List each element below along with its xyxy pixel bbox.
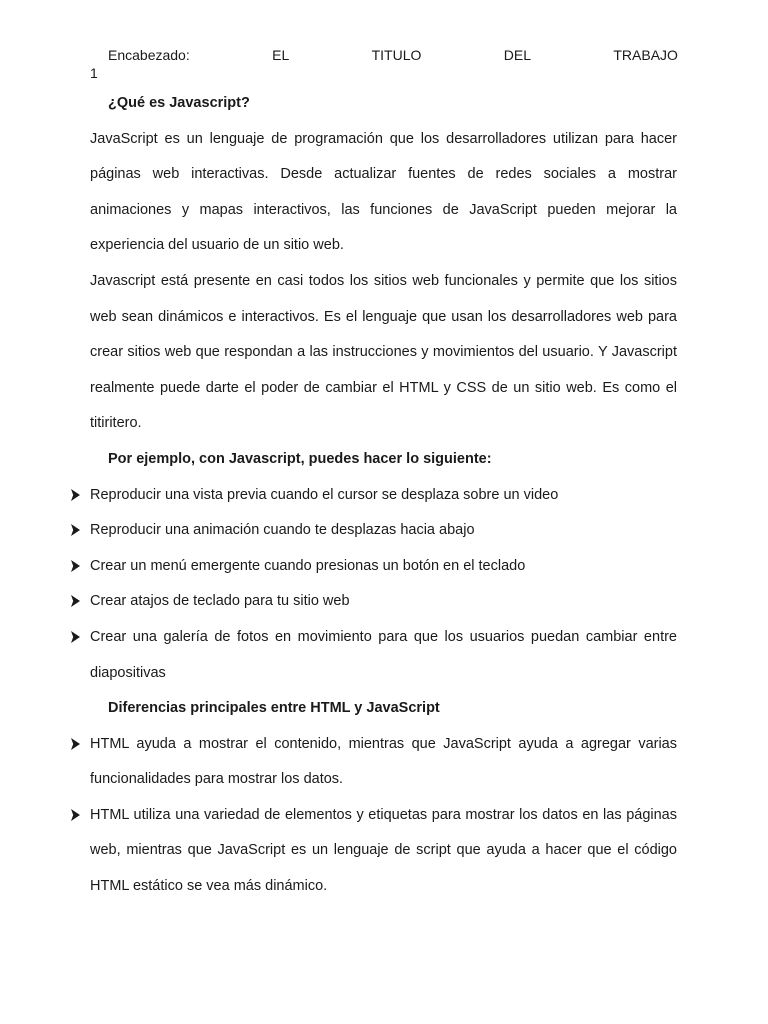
differences-list — [90, 727, 677, 905]
header-word: EL — [272, 47, 290, 63]
list-item — [90, 549, 677, 585]
arrow-bullet-icon — [70, 489, 80, 501]
list-item-text: Reproducir una animación cuando te desplazas hacia abajo — [90, 522, 475, 539]
section-heading-what-is: ¿Qué es Javascript? — [108, 95, 250, 111]
section-heading-differences: Diferencias principales entre HTML y JavaScript — [108, 700, 440, 717]
arrow-bullet-icon — [70, 560, 80, 572]
list-item — [90, 478, 677, 514]
arrow-bullet-icon — [70, 738, 80, 750]
header-word: TITULO — [371, 47, 422, 63]
list-item — [90, 798, 677, 905]
arrow-bullet-icon — [70, 595, 80, 607]
list-item — [90, 584, 677, 620]
header-word: TRABAJO — [613, 47, 678, 63]
list-item — [90, 727, 677, 798]
section-heading-examples: Por ejemplo, con Javascript, puedes hacer lo siguiente: — [108, 450, 492, 467]
header-word: DEL — [503, 47, 531, 63]
list-item-text: HTML utiliza una variedad de elementos y etiquetas para mostrar los datos en las páginas web, mientras que JavaScript es un lenguaje de script que ayuda a hacer que el código HTML estático se vea más dinámico. — [90, 806, 677, 895]
paragraph: Javascript está presente en casi todos los sitios web funcionales y permite que los sitios web sean dinámicos e interactivos. Es el lenguaje que usan los desarrolladores web para crear sitios web que respondan a las instrucciones y movimientos del usuario. Y Javascript realmente puede darte el poder de cambiar el HTML y CSS de un sitio web. Es como el titiritero. — [90, 272, 677, 432]
list-item-text: HTML ayuda a mostrar el contenido, mientras que JavaScript ayuda a agregar varias funcionalidades para mostrar los datos. — [90, 735, 677, 788]
arrow-bullet-icon — [70, 524, 80, 536]
paragraph: JavaScript es un lenguaje de programación que los desarrolladores utilizan para hacer páginas web interactivas. Desde actualizar fuentes de redes sociales a mostrar animaciones y mapas interactivos, las funciones de JavaScript pueden mejorar la experiencia del usuario de un sitio web. — [90, 130, 677, 254]
list-item — [90, 513, 677, 549]
document-body — [90, 86, 677, 905]
list-item — [90, 620, 677, 691]
list-item-text: Crear una galería de fotos en movimiento para que los usuarios puedan cambiar entre diapositivas — [90, 628, 677, 681]
examples-list — [90, 478, 677, 692]
list-item-text: Crear un menú emergente cuando presionas un botón en el teclado — [90, 557, 526, 574]
list-item-text: Reproducir una vista previa cuando el cursor se desplaza sobre un video — [90, 486, 559, 503]
running-header — [108, 46, 678, 64]
arrow-bullet-icon — [70, 631, 80, 643]
list-item-text: Crear atajos de teclado para tu sitio web — [90, 593, 350, 610]
header-word: Encabezado: — [108, 47, 190, 63]
page-number: 1 — [90, 65, 98, 81]
arrow-bullet-icon — [70, 809, 80, 821]
